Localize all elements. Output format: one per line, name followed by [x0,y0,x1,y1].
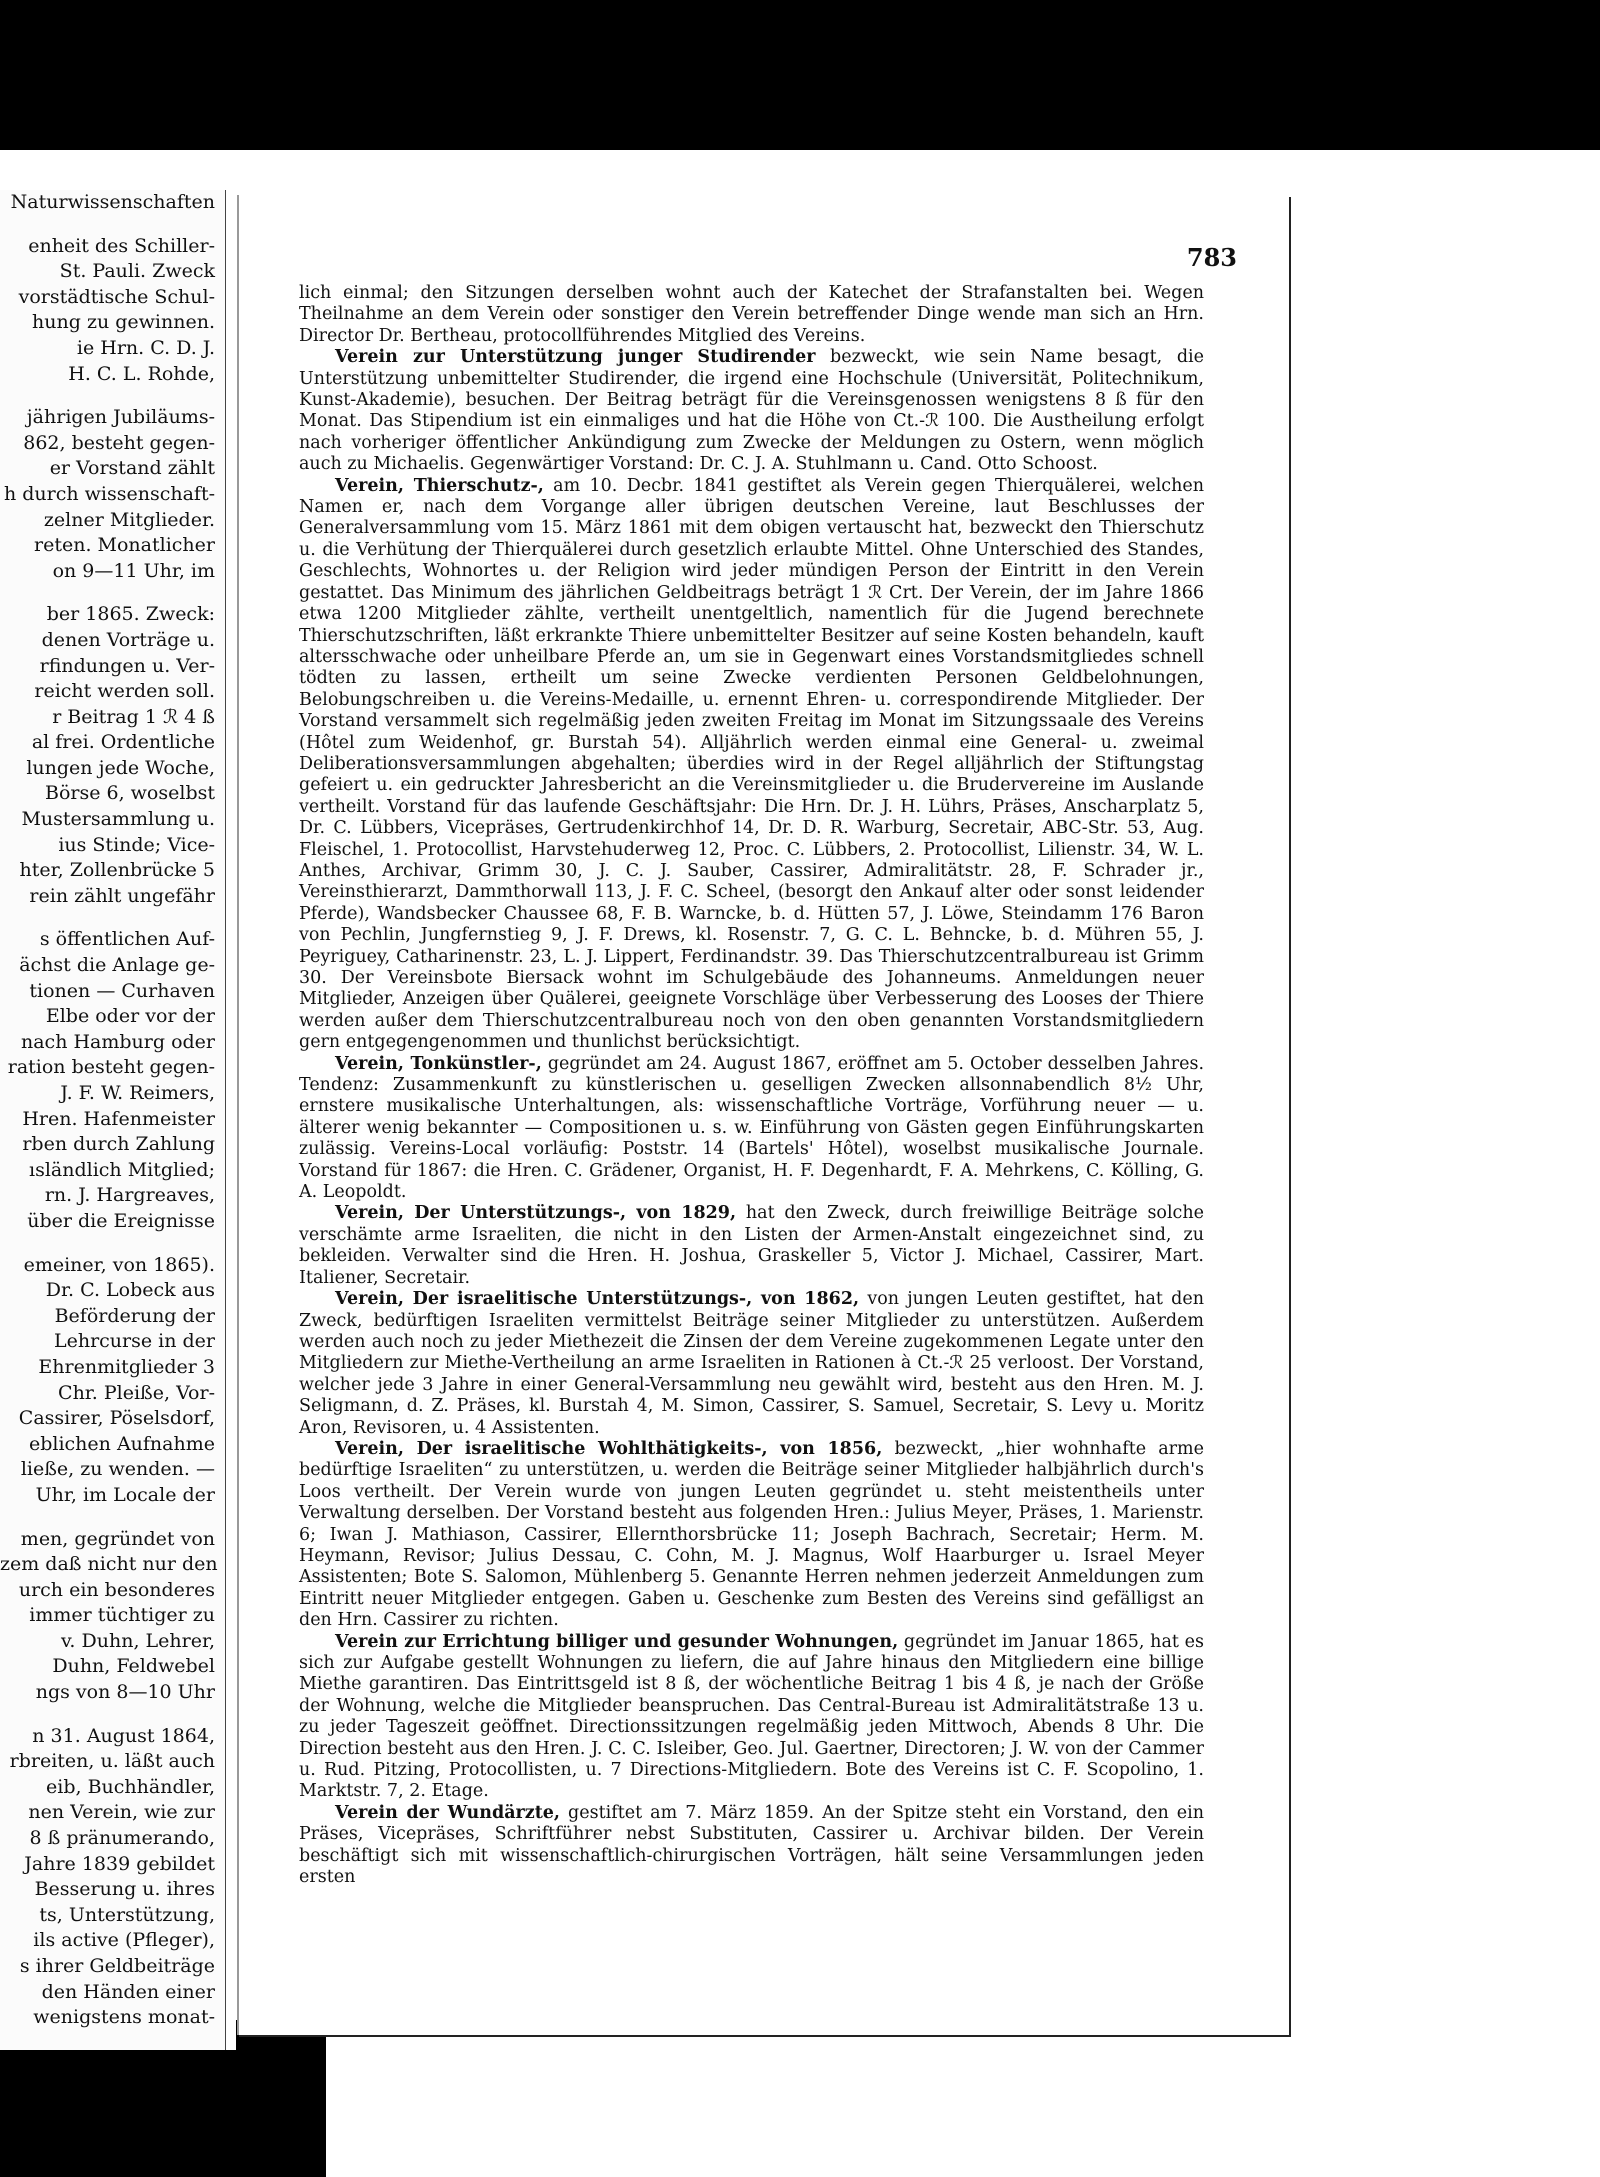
entry-lead: Verein, Tonkünstler-, [335,1053,542,1074]
left-page-line: über die Ereignisse [27,1209,215,1232]
left-page-line: Hren. Hafenmeister [22,1107,215,1130]
left-page-line: s ihrer Geldbeiträge [19,1955,215,1977]
entry-0 [299,283,1204,347]
left-page-line: Beförderung der [54,1304,215,1327]
entry-text: gestiftet am 7. März 1859. An der Spitze steht ein Vorstand, den ein Präses, Vicepräses, Schriftführer nebst Substituten, Cassirer u. Archivar bilden. Der Verein beschäftigt sich mit wissenschaftlich-chirurgischen Vorträgen, hält seine Versammlungen jeden ersten [299,1802,1204,1888]
left-page-line: H. C. L. Rohde, [68,362,215,385]
left-page-line: Mustersammlung u. [21,808,215,831]
right-page [237,195,1289,2035]
page-text [299,283,1204,1888]
left-page-line: ısländlich Mitglied; [29,1158,215,1181]
left-page-line: Jahre 1839 gebildet [24,1852,215,1875]
left-page-line: eib, Buchhändler, [46,1775,215,1798]
left-page-line: Lehrcurse in der [53,1330,215,1353]
left-page-line: reicht werden soll. [34,680,215,703]
entry-lead: Verein, Der israelitische Wohlthätigkeits-, von 1856, [335,1438,883,1459]
left-page-line: eblichen Aufnahme [28,1432,215,1455]
left-page-line: zem daß nicht nur den [0,1553,218,1576]
left-page-gap [0,909,225,927]
left-page-line: ils active (Pfleger), [33,1929,215,1952]
left-page-gap [0,1706,225,1724]
left-page-line: enheit des Schiller- [28,234,215,257]
left-page-line: zelner Mitglieder. [43,508,215,531]
left-page-line: Cassirer, Pöselsdorf, [18,1407,215,1430]
left-page-line: ächst die Anlage ge- [19,954,215,977]
left-page-line: tionen — Curhaven [29,979,215,1002]
left-page-line: 8 ß pränumerando, [29,1827,215,1850]
left-page-line: vorstädtische Schul- [18,285,215,308]
entry-text: von jungen Leuten gestiftet, hat den Zweck, bedürftigen Israeliten vermittelst Beiträge seiner Mitglieder zu unterstützen. Außerdem werden auch noch zu jeder Miethezeit die Zinsen der dem Vereine zugekommenen Legate unter den Mitgliedern zur Miethe-Vertheilung an arme Israeliten in Rationen à Ct.-ℛ 25 verloost. Der Vorstand, welcher jede 3 Jahre in einer General-Versammlung neu gewählt wird, besteht aus den Hren. M. J. Seligmann, d. Z. Präses, kl. Burstah 4, M. Simon, Cassirer, S. Samuel, Secretair, S. Levy u. Moritz Aron, Revisoren, u. 4 Assistenten. [299,1289,1204,1438]
entry-text: lich einmal; den Sitzungen derselben wohnt auch der Katechet der Strafanstalten bei. Wegen Theilnahme an dem Verein oder sonstiger den Verein betreffender Dinge wende man sich an Hrn. Director Dr. Bertheau, protocollführendes Mitglied des Vereins. [299,283,1204,346]
entry-unterstuetzung-1862 [299,1289,1204,1439]
left-page-line: nach Hamburg oder [20,1030,215,1053]
left-page-line: rbreiten, u. läßt auch [9,1750,215,1773]
left-page-line: h durch wissenschaft- [3,482,215,505]
left-page-line: Uhr, im Locale der [35,1483,215,1506]
left-page-line: ration besteht gegen- [7,1056,215,1079]
left-page-line: Elbe oder vor der [45,1005,215,1028]
left-page-line: urch ein besonderes [18,1578,215,1601]
entry-text: gegründet am 24. August 1867, eröffnet am 5. October desselben Jahres. Tendenz: Zusammenkunft zu künstlerischen u. geselligen Zwecken allsonnabendlich 8½ Uhr, ernstere musikalische Unterhaltungen, als: wissenschaftliche Vorträge, Vorführung neuer — u. älterer wenig bekannter — Compositionen u. s. w. Einführung von Gästen gegen Einführungskarten zulässig. Vereins-Local vorläufig: Poststr. 14 (Bartels' Hôtel), woselbst musikalische Journale. Vorstand für 1867: die Hren. C. Grädener, Organist, H. F. Degenhardt, F. A. Mehrkens, C. Kölling, G. A. Leopoldt. [299,1053,1205,1203]
left-page-line: ngs von 8—10 Uhr [35,1681,215,1704]
entry-tonkuenstler [299,1054,1204,1204]
left-page-line: ber 1865. Zweck: [46,603,215,626]
left-page-line: ie Hrn. C. D. J. [76,336,215,359]
page-number: 783 [1186,243,1237,272]
left-page-line: emeiner, von 1865). [23,1253,215,1276]
left-page-line: r Beitrag 1 ℛ 4 ß [52,705,215,728]
entry-text: hat den Zweck, durch freiwillige Beiträge solche verschämte arme Israeliten, die nicht in den Listen der Armen-Anstalt eingezeichnet sind, zu bekleiden. Verwalter sind die Hren. H. Joshua, Graskeller 5, Victor J. Michael, Cassirer, Mart. Italiener, Secretair. [299,1203,1204,1288]
left-page-line: rfindungen u. Ver- [39,654,215,677]
entry-lead: Verein zur Unterstützung junger Studirender [335,347,816,368]
left-page-line: s öffentlichen Auf- [39,928,215,951]
left-page-line: v. Duhn, Lehrer, [60,1629,215,1652]
entry-lead: Verein der Wundärzte, [335,1802,561,1823]
entry-unterstuetzung-1829 [299,1203,1204,1289]
entry-lead: Verein, Thierschutz-, [335,475,544,496]
left-page-gap [0,1509,225,1527]
left-page-gap [0,1235,225,1253]
entry-studirender [299,347,1204,475]
left-page-gap [0,216,225,234]
entry-text: bezweckt, „hier wohnhafte arme bedürftige Israeliten“ zu unterstützen, u. werden die Beiträge seiner Mitglieder halbjährlich durch's Loos vertheilt. Der Verein wurde von jungen Leuten gegründet u. steht meistentheils unter Verwaltung derselben. Der Vorstand besteht aus folgenden Hren.: Julius Meyer, Präses, 1. Marienstr. 6; Iwan J. Mathiason, Cassirer, Ellernthorsbrücke 11; Joseph Bachrach, Secretair; Herm. M. Heymann, Revisor; Julius Dessau, C. Cohn, M. J. Magnus, Wolf Haarburger u. Israel Meyer Assistenten; Bote S. Salomon, Mühlenberg 5. Genannte Herren nehmen jederzeit Anmeldungen zum Eintritt neuer Mitglieder entgegen. Gaben u. Geschenke zum Besten des Vereins sind gefälligst an den Hrn. Cassirer zu richten. [299,1438,1204,1631]
left-page-line: men, gegründet von [20,1527,215,1550]
entry-wohnungen [299,1632,1204,1803]
left-page-line: jährigen Jubiläums- [26,406,215,429]
left-page-line: Dr. C. Lobeck aus [45,1279,215,1302]
book-gutter [226,190,236,2050]
left-page-gap [0,387,225,405]
entry-text: gegründet im Januar 1865, hat es sich zur Aufgabe gestellt Wohnungen zu liefern, die auf Jahre hinaus den Mitgliedern eine billige Miethe garantiren. Das Eintrittsgeld ist 8 ß, der wöchentliche Beitrag 1 bis 4 ß, je nach der Größe der Wohnung, welche die Mitglieder beanspruchen. Das Central-Bureau ist Admiralitätstraße 13 u. zu jeder Tageszeit geöffnet. Directionssitzungen regelmäßig jeden Mittwoch, Abends 8 Uhr. Die Direction besteht aus den Hren. J. C. C. Isleiber, Geo. Jul. Gaertner, Directoren; J. W. von der Cammer u. Rud. Pitzing, Protocollisten, u. 7 Directions-Mitgliedern. Bote des Vereins ist C. F. Scopolino, 1. Marktstr. 7, 2. Etage. [299,1631,1204,1802]
left-page-line: rben durch Zahlung [22,1133,215,1156]
left-page-line: ius Stinde; Vice- [58,833,215,856]
left-page-line: ließe, zu wenden. — [20,1458,215,1481]
left-page-line: wenigstens monat- [33,2006,215,2029]
left-page-line: ts, Unterstützung, [39,1903,215,1926]
entry-text: am 10. Decbr. 1841 gestiftet als Verein gegen Thierquälerei, welchen Namen er, nach dem Vorgange aller übrigen deutschen Vereine, laut Beschlusses der Generalversammlung vom 15. März 1861 mit dem obigen vertauscht hat, bezweckt den Thierschutz u. die Verhütung der Thierquälerei durch gesetzlich erlaubte Mittel. Ohne Unterschied des Standes, Geschlechts, Wohnortes u. der Religion wird jeder mündigen Person der Eintritt in den Verein gestattet. Das Minimum des jährlichen Geldbeitrags beträgt 1 ℛ Crt. Der Verein, der im Jahre 1866 etwa 1200 Mitglieder zählte, vertheilt unentgeltlich, namentlich für die Jugend berechnete Thierschutzschriften, läßt erkrankte Thiere unbemittelter Besitzer auf seine Kosten behandeln, kauft altersschwache oder unheilbare Pferde an, um sie in Gegenwart eines Vorstandsmitgliedes schnell tödten zu lassen, ertheilt um seine Zwecke verdienten Personen Geldbelohnungen, Belobungschreiben u. die Vereins-Medaille, u. ernennt Ehren- u. correspondirende Mitglieder. Der Vorstand versammelt sich regelmäßig jeden zweiten Freitag im Monat im Sitzungssaale des Vereins (Hôtel zum Weidenhof, gr. Burstah 54). Alljährlich werden einmal eine General- u. zweimal Deliberationsversammlungen abgehalten; überdies wird in der Regel alljährlich der Stiftungstag gefeiert u. ein gedruckter Jahresbericht an die Vereinsmitglieder u. die Brudervereine im Auslande vertheilt. Vorstand für das laufende Geschäftsjahr: Die Hrn. Dr. J. H. Lührs, Präses, Anscharplatz 5, Dr. C. Lübbers, Vicepräses, Gertrudenkirchhof 14, Dr. D. R. Warburg, Secretair, ABC-Str. 53, Aug. Fleischel, 1. Protocollist, Harvstehuderweg 12, Proc. C. Lübbers, 2. Protocollist, Lilienstr. 34, W. L. Anthes, Archivar, Grimm 30, J. C. J. Sauber, Cassirer, Admiralitätstr. 28, F. Schrader jr., Vereinsthierarzt, Dammthorwall 113, J. F. C. Scheel, (besorgt den Ankauf alter oder sonst leidender Pferde), Wandsbecker Chaussee 68, F. B. Warncke, b. d. Hütten 57, J. Löwe, Steindamm 176 Baron von Pechlin, Jungfernstieg 9, J. F. Drews, kl. Rosenstr. 7, G. C. L. Behncke, b. d. Mühren 55, J. Peyriguey, Catharinenstr. 23, L. J. Lippert, Ferdinandstr. 39. Das Thierschutzcentralbureau ist Grimm 30. Der Vereinsbote Biersack wohnt im Schulgebäude des Johanneums. Anmeldungen neuer Mitglieder, Anzeigen über Quälerei, geeignete Vorschläge über Verbesserung des Looses der Thiere werden außer dem Thierschutzcentralbureau noch von den oben genannten Vorstandsmitgliedern gern entgegengenommen und thunlichst berücksichtigt. [299,475,1204,1053]
left-page-line: rn. J. Hargreaves, [44,1184,215,1207]
left-page-line: Chr. Pleiße, Vor- [58,1381,215,1404]
left-page-line: Duhn, Feldwebel [52,1655,215,1678]
entry-wundaerzte [299,1803,1204,1889]
entry-thierschutz [299,476,1204,1054]
left-page-line: rein zählt ungefähr [29,884,215,907]
left-page-line: reten. Monatlicher [34,534,215,557]
scan-border-top [0,0,1600,150]
left-page-line: er Vorstand zählt [49,457,215,480]
entry-lead: Verein, Der israelitische Unterstützungs-, von 1862, [335,1289,860,1310]
left-page-line: n 31. August 1864, [32,1724,215,1747]
left-page-line: Ehrenmitglieder 3 [38,1355,215,1378]
entry-wohlthaetigkeit-1856 [299,1439,1204,1632]
left-page-line: lungen jede Woche, [26,756,215,779]
entry-text: bezweckt, wie sein Name besagt, die Unterstützung unbemittelter Studirender, die irgend eine Hochschule (Universität, Politechnikum, Kunst-Akademie), besuchen. Der Beitrag beträgt für die Vereinsgenossen wenigstens 8 ß für den Monat. Das Stipendium ist ein einmaliges und hat die Höhe von Ct.-ℛ 100. Die Austheilung erfolgt nach vorheriger öffentlicher Ankündigung zum Zwecke der Meldungen zu Ostern, wenn möglich auch zu Michaelis. Gegenwärtiger Vorstand: Dr. C. J. A. Stuhlmann u. Cand. Otto Schoost. [299,347,1204,475]
entry-lead: Verein, Der Unterstützungs-, von 1829, [335,1203,737,1224]
left-page-line: hung zu gewinnen. [32,311,215,334]
left-page-line: al frei. Ordentliche [31,731,215,754]
left-page-line: Naturwissenschaften [10,191,215,213]
left-page-line: 862, besteht gegen- [23,431,215,454]
left-page-line: J. F. W. Reimers, [60,1082,215,1104]
left-page-line: hter, Zollenbrücke 5 [19,859,215,882]
left-page-line: denen Vorträge u. [41,628,215,651]
left-page-line: Besserung u. ihres [34,1878,215,1901]
left-page-line: St. Pauli. Zweck [59,260,215,283]
left-page-line: immer tüchtiger zu [29,1604,215,1627]
left-page-fragment [0,190,227,2050]
left-page-line: on 9—11 Uhr, im [52,559,215,582]
left-page-line: nen Verein, wie zur [28,1801,215,1824]
left-page-line: den Händen einer [41,1980,215,2003]
left-page-gap [0,584,225,602]
left-page-line: Börse 6, woselbst [44,782,215,805]
entry-lead: Verein zur Errichtung billiger und gesunder Wohnungen, [335,1631,899,1652]
